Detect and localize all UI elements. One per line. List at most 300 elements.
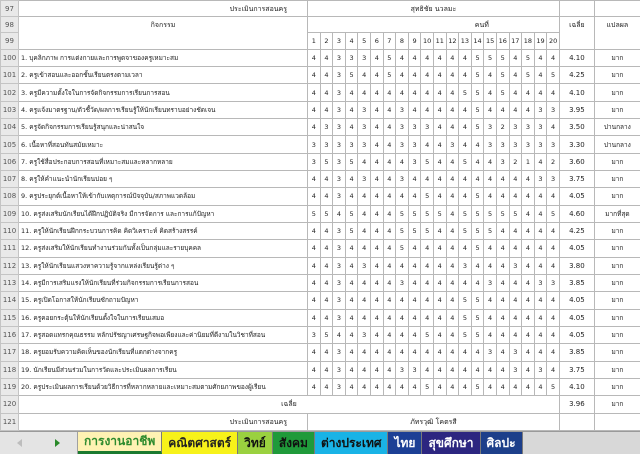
score-cell[interactable]: 3: [534, 361, 547, 378]
activity-cell[interactable]: 14. ครูมีการเสริมแรงให้นักเรียนที่ร่วมกิจกรรมการเรียนการสอน: [19, 274, 308, 291]
person-number-header[interactable]: 11: [433, 33, 446, 49]
score-cell[interactable]: 5: [459, 222, 472, 239]
meaning-cell[interactable]: มาก: [594, 153, 640, 170]
score-cell[interactable]: 4: [496, 274, 509, 291]
score-cell[interactable]: 3: [358, 257, 371, 274]
score-cell[interactable]: 4: [345, 292, 358, 309]
meaning-cell[interactable]: มาก: [594, 84, 640, 101]
score-cell[interactable]: 4: [459, 188, 472, 205]
activity-cell[interactable]: 4. ครูแจ้งมาตรฐาน/ตัวชี้วัด/ผลการเรียนรู้ให้นักเรียนทราบอย่างชัดเจน: [19, 101, 308, 118]
score-cell[interactable]: 4: [320, 309, 333, 326]
average-cell[interactable]: 3.60: [559, 153, 594, 170]
person-number-header[interactable]: 10: [421, 33, 434, 49]
score-cell[interactable]: 3: [308, 153, 321, 170]
score-cell[interactable]: 4: [408, 188, 421, 205]
score-cell[interactable]: 4: [358, 361, 371, 378]
score-cell[interactable]: 4: [358, 222, 371, 239]
score-cell[interactable]: 4: [534, 257, 547, 274]
score-cell[interactable]: 3: [534, 136, 547, 153]
score-cell[interactable]: 3: [333, 222, 346, 239]
score-cell[interactable]: 3: [358, 101, 371, 118]
average-cell[interactable]: 3.85: [559, 274, 594, 291]
activity-cell[interactable]: 5. ครูจัดกิจกรรมการเรียนรู้สนุกและน่าสนใจ: [19, 119, 308, 136]
score-cell[interactable]: 4: [370, 378, 383, 395]
score-cell[interactable]: 3: [333, 49, 346, 66]
score-cell[interactable]: 3: [484, 344, 497, 361]
score-cell[interactable]: 3: [446, 136, 459, 153]
average-cell[interactable]: 4.05: [559, 309, 594, 326]
score-cell[interactable]: 4: [496, 378, 509, 395]
score-cell[interactable]: 4: [459, 119, 472, 136]
row-number[interactable]: 119: [1, 378, 19, 395]
score-cell[interactable]: 4: [446, 344, 459, 361]
score-cell[interactable]: 3: [333, 240, 346, 257]
score-cell[interactable]: 5: [496, 205, 509, 222]
average-cell[interactable]: 4.10: [559, 84, 594, 101]
score-cell[interactable]: 4: [396, 344, 409, 361]
score-cell[interactable]: 5: [496, 49, 509, 66]
score-cell[interactable]: 4: [320, 257, 333, 274]
person-number-header[interactable]: 6: [370, 33, 383, 49]
score-cell[interactable]: 4: [358, 67, 371, 84]
score-cell[interactable]: 3: [308, 326, 321, 343]
score-cell[interactable]: 5: [496, 84, 509, 101]
score-cell[interactable]: 4: [345, 84, 358, 101]
score-cell[interactable]: 4: [421, 171, 434, 188]
meaning-cell[interactable]: มาก: [594, 292, 640, 309]
meaning-cell[interactable]: มาก: [594, 240, 640, 257]
score-cell[interactable]: 5: [459, 309, 472, 326]
score-cell[interactable]: 2: [547, 153, 560, 170]
score-cell[interactable]: 4: [383, 326, 396, 343]
person-number-header[interactable]: 5: [358, 33, 371, 49]
score-cell[interactable]: 3: [396, 136, 409, 153]
score-cell[interactable]: 4: [396, 309, 409, 326]
score-cell[interactable]: 4: [522, 240, 535, 257]
activity-cell[interactable]: 20. ครูประเมินผลการเรียนด้วยวิธีการที่หลากหลายและเหมาะสมตามศักยภาพของผู้เรียน: [19, 378, 308, 395]
teacher-name[interactable]: สุทธิชัย นวลมะ: [308, 1, 560, 17]
score-cell[interactable]: 4: [509, 49, 522, 66]
person-number-header[interactable]: 13: [459, 33, 472, 49]
score-cell[interactable]: 4: [408, 326, 421, 343]
meaning-cell[interactable]: มาก: [594, 188, 640, 205]
score-cell[interactable]: 4: [509, 84, 522, 101]
average-cell[interactable]: 4.25: [559, 222, 594, 239]
activity-header-cont[interactable]: [19, 33, 308, 49]
row-number[interactable]: 100: [1, 49, 19, 66]
score-cell[interactable]: 4: [509, 292, 522, 309]
person-number-header[interactable]: 4: [345, 33, 358, 49]
score-cell[interactable]: 4: [345, 378, 358, 395]
average-cell[interactable]: 3.30: [559, 136, 594, 153]
score-cell[interactable]: 4: [308, 119, 321, 136]
person-number-header[interactable]: 18: [522, 33, 535, 49]
score-cell[interactable]: 4: [534, 67, 547, 84]
score-cell[interactable]: 4: [522, 84, 535, 101]
score-cell[interactable]: 4: [308, 309, 321, 326]
score-cell[interactable]: 4: [358, 309, 371, 326]
score-cell[interactable]: 4: [421, 292, 434, 309]
score-cell[interactable]: 4: [433, 171, 446, 188]
person-number-header[interactable]: 16: [496, 33, 509, 49]
average-cell[interactable]: 3.95: [559, 101, 594, 118]
score-cell[interactable]: 5: [471, 378, 484, 395]
score-cell[interactable]: 4: [396, 153, 409, 170]
score-cell[interactable]: 4: [547, 309, 560, 326]
score-cell[interactable]: 4: [534, 326, 547, 343]
score-cell[interactable]: 4: [421, 257, 434, 274]
score-cell[interactable]: 5: [471, 292, 484, 309]
score-cell[interactable]: 3: [522, 119, 535, 136]
score-cell[interactable]: 4: [396, 67, 409, 84]
sheet-tab[interactable]: สังคม: [273, 432, 315, 454]
score-cell[interactable]: 5: [471, 49, 484, 66]
meaning-cell[interactable]: มาก: [594, 326, 640, 343]
score-cell[interactable]: 4: [370, 136, 383, 153]
meaning-cell[interactable]: มาก: [594, 222, 640, 239]
score-cell[interactable]: 5: [421, 153, 434, 170]
score-cell[interactable]: 4: [421, 361, 434, 378]
score-cell[interactable]: 4: [484, 84, 497, 101]
score-cell[interactable]: 5: [484, 49, 497, 66]
score-cell[interactable]: 5: [421, 188, 434, 205]
meaning-cell[interactable]: มาก: [594, 257, 640, 274]
score-cell[interactable]: 4: [370, 205, 383, 222]
score-cell[interactable]: 3: [345, 136, 358, 153]
score-cell[interactable]: 5: [421, 222, 434, 239]
score-cell[interactable]: 3: [484, 274, 497, 291]
meaning-cell[interactable]: มาก: [594, 67, 640, 84]
row-number[interactable]: 114: [1, 292, 19, 309]
person-number-header[interactable]: 12: [446, 33, 459, 49]
person-number-header[interactable]: 9: [408, 33, 421, 49]
score-cell[interactable]: 4: [370, 49, 383, 66]
avg-header[interactable]: เฉลี่ย: [559, 17, 594, 33]
person-number-header[interactable]: 1: [308, 33, 321, 49]
score-cell[interactable]: 4: [522, 205, 535, 222]
meaning-cell[interactable]: มาก: [594, 274, 640, 291]
average-cell[interactable]: 3.75: [559, 171, 594, 188]
score-cell[interactable]: 5: [421, 326, 434, 343]
score-cell[interactable]: 4: [484, 326, 497, 343]
row-number[interactable]: 112: [1, 257, 19, 274]
score-cell[interactable]: 4: [370, 274, 383, 291]
score-cell[interactable]: 3: [333, 274, 346, 291]
score-cell[interactable]: 4: [383, 171, 396, 188]
score-cell[interactable]: 5: [459, 292, 472, 309]
score-cell[interactable]: 4: [459, 378, 472, 395]
score-cell[interactable]: 4: [370, 326, 383, 343]
score-cell[interactable]: 4: [484, 153, 497, 170]
score-cell[interactable]: 3: [333, 361, 346, 378]
row-number[interactable]: 106: [1, 153, 19, 170]
score-cell[interactable]: 4: [433, 84, 446, 101]
score-cell[interactable]: 5: [433, 205, 446, 222]
score-cell[interactable]: 4: [358, 344, 371, 361]
meaning-cell[interactable]: มาก: [594, 171, 640, 188]
score-cell[interactable]: 3: [396, 361, 409, 378]
score-cell[interactable]: 4: [320, 171, 333, 188]
score-cell[interactable]: 4: [471, 361, 484, 378]
row-number[interactable]: 97: [1, 1, 19, 17]
score-cell[interactable]: 4: [345, 344, 358, 361]
score-cell[interactable]: 3: [421, 119, 434, 136]
score-cell[interactable]: 5: [345, 205, 358, 222]
score-cell[interactable]: 3: [522, 136, 535, 153]
person-number-header[interactable]: 8: [396, 33, 409, 49]
score-cell[interactable]: 5: [547, 67, 560, 84]
score-cell[interactable]: 4: [484, 257, 497, 274]
row-number[interactable]: 108: [1, 188, 19, 205]
score-cell[interactable]: 5: [459, 205, 472, 222]
score-cell[interactable]: 4: [308, 84, 321, 101]
score-cell[interactable]: 4: [534, 188, 547, 205]
average-cell[interactable]: 3.85: [559, 344, 594, 361]
row-number[interactable]: 110: [1, 222, 19, 239]
score-cell[interactable]: 4: [433, 309, 446, 326]
person-number-header[interactable]: 14: [471, 33, 484, 49]
score-cell[interactable]: 5: [345, 153, 358, 170]
score-cell[interactable]: 4: [446, 49, 459, 66]
score-cell[interactable]: 4: [345, 188, 358, 205]
summary-meaning[interactable]: มาก: [594, 396, 640, 413]
activity-cell[interactable]: 3. ครูมีความตั้งใจในการจัดกิจกรรมการเรียนการสอน: [19, 84, 308, 101]
score-cell[interactable]: 4: [345, 309, 358, 326]
score-cell[interactable]: 4: [370, 153, 383, 170]
score-cell[interactable]: 4: [345, 326, 358, 343]
score-cell[interactable]: 4: [408, 378, 421, 395]
score-cell[interactable]: 4: [320, 67, 333, 84]
score-cell[interactable]: 4: [345, 171, 358, 188]
meaning-cell[interactable]: ปานกลาง: [594, 119, 640, 136]
average-cell[interactable]: 4.05: [559, 240, 594, 257]
score-cell[interactable]: 4: [333, 205, 346, 222]
score-cell[interactable]: 5: [484, 205, 497, 222]
score-cell[interactable]: 4: [522, 309, 535, 326]
score-cell[interactable]: 4: [370, 257, 383, 274]
activity-cell[interactable]: 10. ครูส่งเสริมนักเรียนได้ฝึกปฏิบัติจริง มีการจัดการ และการแก้ปัญหา: [19, 205, 308, 222]
score-cell[interactable]: 4: [358, 84, 371, 101]
meaning-cell[interactable]: มาก: [594, 101, 640, 118]
score-cell[interactable]: 4: [408, 240, 421, 257]
score-cell[interactable]: 3: [534, 171, 547, 188]
score-cell[interactable]: 4: [308, 361, 321, 378]
score-cell[interactable]: 4: [484, 361, 497, 378]
score-cell[interactable]: 5: [471, 67, 484, 84]
person-number-header[interactable]: 2: [320, 33, 333, 49]
score-cell[interactable]: 4: [522, 188, 535, 205]
person-number-header[interactable]: 19: [534, 33, 547, 49]
score-cell[interactable]: 3: [496, 153, 509, 170]
score-cell[interactable]: 4: [522, 171, 535, 188]
meaning-cell[interactable]: มากที่สุด: [594, 205, 640, 222]
score-cell[interactable]: 4: [496, 344, 509, 361]
score-cell[interactable]: 4: [433, 257, 446, 274]
score-cell[interactable]: 4: [408, 101, 421, 118]
score-cell[interactable]: 4: [345, 119, 358, 136]
activity-cell[interactable]: 9. ครูประยุกต์เนื้อหาให้เข้ากับเหตุการณ์ปัจจุบัน/สภาพแวดล้อม: [19, 188, 308, 205]
score-cell[interactable]: 3: [547, 171, 560, 188]
score-cell[interactable]: 5: [471, 240, 484, 257]
score-cell[interactable]: 4: [320, 292, 333, 309]
score-cell[interactable]: 4: [484, 67, 497, 84]
score-cell[interactable]: 4: [358, 292, 371, 309]
score-cell[interactable]: 4: [408, 344, 421, 361]
score-cell[interactable]: 4: [320, 49, 333, 66]
score-cell[interactable]: 4: [383, 274, 396, 291]
score-cell[interactable]: 4: [496, 171, 509, 188]
score-cell[interactable]: 3: [534, 101, 547, 118]
score-cell[interactable]: 4: [547, 326, 560, 343]
score-cell[interactable]: 4: [522, 257, 535, 274]
cell[interactable]: [594, 413, 640, 430]
score-cell[interactable]: 4: [383, 84, 396, 101]
cell[interactable]: [559, 413, 594, 430]
score-cell[interactable]: 4: [358, 240, 371, 257]
row-number[interactable]: 107: [1, 171, 19, 188]
score-cell[interactable]: 4: [433, 67, 446, 84]
score-cell[interactable]: 4: [509, 378, 522, 395]
score-cell[interactable]: 4: [396, 49, 409, 66]
score-cell[interactable]: 5: [547, 378, 560, 395]
sheet-tab[interactable]: ศิลปะ: [481, 432, 523, 454]
score-cell[interactable]: 5: [459, 326, 472, 343]
score-cell[interactable]: 5: [484, 222, 497, 239]
score-cell[interactable]: 5: [396, 205, 409, 222]
score-cell[interactable]: 4: [484, 188, 497, 205]
score-cell[interactable]: 5: [383, 49, 396, 66]
score-cell[interactable]: 3: [333, 171, 346, 188]
score-cell[interactable]: 4: [320, 361, 333, 378]
average-cell[interactable]: 4.60: [559, 205, 594, 222]
sheet-tab[interactable]: สุขศึกษา: [422, 432, 480, 454]
score-cell[interactable]: 4: [383, 136, 396, 153]
score-cell[interactable]: 3: [333, 292, 346, 309]
score-cell[interactable]: 3: [459, 257, 472, 274]
score-cell[interactable]: 5: [471, 188, 484, 205]
score-cell[interactable]: 4: [383, 119, 396, 136]
score-cell[interactable]: 2: [496, 119, 509, 136]
average-cell[interactable]: 3.80: [559, 257, 594, 274]
activity-cell[interactable]: 1. บุคลิกภาพ การแต่งกายและการพูดจาของครูเหมาะสม: [19, 49, 308, 66]
average-cell[interactable]: 4.05: [559, 188, 594, 205]
score-cell[interactable]: 5: [471, 309, 484, 326]
prev-sheet-button[interactable]: [11, 435, 27, 451]
sheet-tab[interactable]: ไทย: [388, 432, 422, 454]
average-cell[interactable]: 3.50: [559, 119, 594, 136]
activity-header[interactable]: กิจกรรม: [19, 17, 308, 33]
score-cell[interactable]: 4: [358, 378, 371, 395]
score-cell[interactable]: 4: [370, 361, 383, 378]
score-cell[interactable]: 5: [396, 240, 409, 257]
score-cell[interactable]: 4: [484, 171, 497, 188]
score-cell[interactable]: 4: [433, 153, 446, 170]
score-cell[interactable]: 5: [471, 101, 484, 118]
sheet-tab[interactable]: คณิตศาสตร์: [162, 432, 238, 454]
score-cell[interactable]: 4: [484, 240, 497, 257]
score-cell[interactable]: 4: [522, 344, 535, 361]
score-cell[interactable]: 4: [421, 101, 434, 118]
score-cell[interactable]: 2: [509, 153, 522, 170]
score-cell[interactable]: 4: [459, 136, 472, 153]
score-cell[interactable]: 5: [459, 84, 472, 101]
score-cell[interactable]: 4: [496, 361, 509, 378]
score-cell[interactable]: 4: [496, 240, 509, 257]
score-cell[interactable]: 4: [320, 378, 333, 395]
score-cell[interactable]: 4: [383, 240, 396, 257]
score-cell[interactable]: 4: [446, 292, 459, 309]
summary-label[interactable]: เฉลี่ย: [19, 396, 560, 413]
score-cell[interactable]: 3: [358, 171, 371, 188]
score-cell[interactable]: 4: [370, 188, 383, 205]
score-cell[interactable]: 3: [333, 344, 346, 361]
score-cell[interactable]: 5: [459, 153, 472, 170]
score-cell[interactable]: 4: [383, 222, 396, 239]
score-cell[interactable]: 4: [522, 101, 535, 118]
score-cell[interactable]: 4: [471, 344, 484, 361]
meaning-header[interactable]: แปลผล: [594, 17, 640, 33]
score-cell[interactable]: 5: [471, 205, 484, 222]
average-cell[interactable]: 4.05: [559, 292, 594, 309]
score-cell[interactable]: 3: [534, 119, 547, 136]
score-cell[interactable]: 4: [433, 222, 446, 239]
score-cell[interactable]: 3: [509, 361, 522, 378]
score-cell[interactable]: 3: [547, 136, 560, 153]
score-cell[interactable]: 4: [534, 240, 547, 257]
score-cell[interactable]: 4: [408, 171, 421, 188]
score-cell[interactable]: 4: [370, 101, 383, 118]
score-cell[interactable]: 3: [484, 119, 497, 136]
score-cell[interactable]: 4: [396, 84, 409, 101]
average-cell[interactable]: 4.10: [559, 49, 594, 66]
score-cell[interactable]: 4: [396, 292, 409, 309]
score-cell[interactable]: 4: [534, 153, 547, 170]
score-cell[interactable]: 4: [370, 119, 383, 136]
average-cell[interactable]: 4.05: [559, 326, 594, 343]
score-cell[interactable]: 4: [370, 292, 383, 309]
score-cell[interactable]: 4: [370, 240, 383, 257]
score-cell[interactable]: 4: [446, 361, 459, 378]
score-cell[interactable]: 4: [408, 309, 421, 326]
activity-cell[interactable]: 11. ครูให้นักเรียนฝึกกระบวนการคิด คิดวิเคราะห์ คิดสร้างสรรค์: [19, 222, 308, 239]
score-cell[interactable]: 4: [320, 240, 333, 257]
score-cell[interactable]: 3: [333, 119, 346, 136]
score-cell[interactable]: 4: [408, 49, 421, 66]
score-cell[interactable]: 4: [421, 136, 434, 153]
score-cell[interactable]: 4: [522, 326, 535, 343]
score-cell[interactable]: 4: [370, 67, 383, 84]
score-cell[interactable]: 4: [408, 274, 421, 291]
person-number-header[interactable]: 17: [509, 33, 522, 49]
score-cell[interactable]: 4: [459, 274, 472, 291]
score-cell[interactable]: 4: [547, 49, 560, 66]
score-cell[interactable]: 4: [459, 101, 472, 118]
meaning-cell[interactable]: มาก: [594, 309, 640, 326]
score-cell[interactable]: 4: [358, 188, 371, 205]
score-cell[interactable]: 3: [509, 257, 522, 274]
score-cell[interactable]: 3: [358, 49, 371, 66]
score-cell[interactable]: 4: [547, 344, 560, 361]
score-cell[interactable]: 3: [333, 136, 346, 153]
score-cell[interactable]: 4: [446, 222, 459, 239]
score-cell[interactable]: 3: [396, 274, 409, 291]
score-cell[interactable]: 5: [308, 205, 321, 222]
score-cell[interactable]: 4: [383, 361, 396, 378]
score-cell[interactable]: 5: [509, 205, 522, 222]
score-cell[interactable]: 4: [446, 257, 459, 274]
score-cell[interactable]: 5: [320, 153, 333, 170]
score-cell[interactable]: 4: [308, 378, 321, 395]
